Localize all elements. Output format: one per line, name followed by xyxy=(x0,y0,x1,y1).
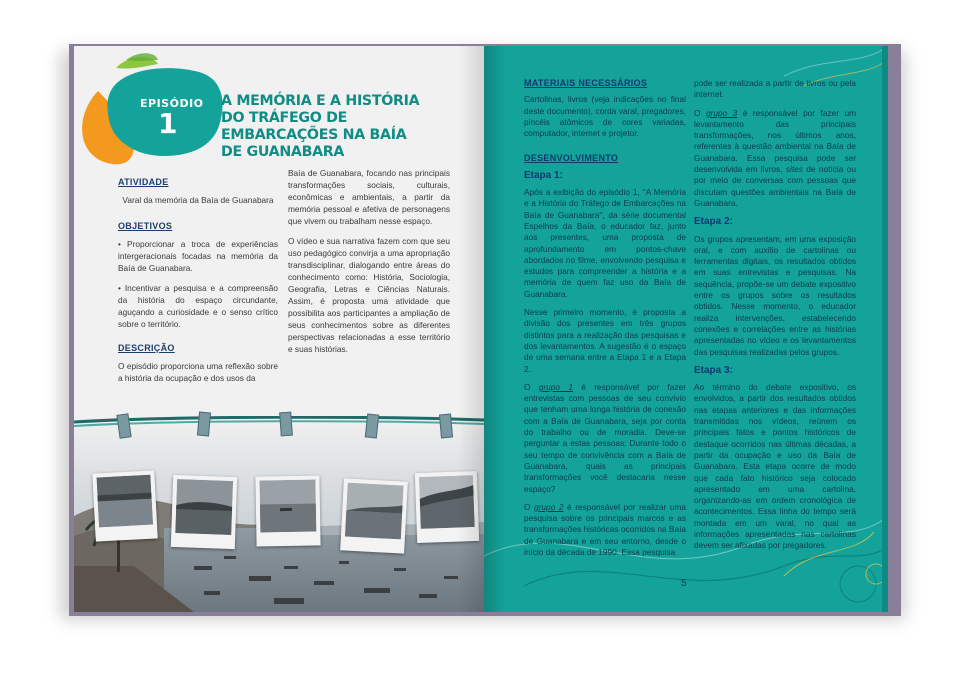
grupo2-label: grupo 2 xyxy=(534,501,564,512)
right-edge-strip xyxy=(882,46,888,612)
etapa2-paragraph: Os grupos apresentam, em uma exposição oral, e com auxílio de cartolinas ou ferramentas digitais, os resultados obtidos em suas entrevistas e pesquisas. Na sequência, propõe-se um debate expositivo entre os grupos sobre os resultados obtidos. Nesse momento, o educador realiza intervenções, estabelecendo conexões e correlações entre as histórias apresentadas no vídeo e os levantamentos das pesquisas realizadas pelos grupos. xyxy=(694,233,856,357)
polaroid-photo xyxy=(255,475,320,546)
right-column-1 xyxy=(524,78,686,565)
col2-paragraph: O vídeo e sua narrativa fazem com que seu uso pedagógico convirja a uma apropriação transdisciplinar, dialogando entre áreas do conhecimento como: História, Sociologia, Geografia, Letras e Ciências Naturais. Assim, é proposta uma atividade que possibilita aos participantes a ampliação de seus conhecimentos sobre as diferentes perspectivas relacionadas a esse território e suas histórias. xyxy=(288,236,450,354)
right-page xyxy=(484,46,888,612)
etapa-1-heading: Etapa 1: xyxy=(524,169,563,181)
materiais-text: Cartolinas, livros (veja indicações no final deste documento), corda varal, pregadores, pincéis atômicos de cores variadas, computador, internet e projetor. xyxy=(524,94,686,139)
desenvolvimento-heading: DESENVOLVIMENTO xyxy=(524,153,619,164)
etapa-3-heading: Etapa 3: xyxy=(694,364,733,376)
polaroid-photo xyxy=(171,475,237,549)
left-column-1 xyxy=(118,176,278,392)
left-column-2 xyxy=(288,167,450,363)
atividade-heading: ATIVIDADE xyxy=(118,177,169,187)
polaroid-photo xyxy=(340,478,408,553)
episode-label: EPISÓDIO xyxy=(140,97,204,110)
page-title: A MEMÓRIA E A HISTÓRIA DO TRÁFEGO DE EMBARCAÇÕES NA BAÍA DE GUANABARA xyxy=(221,93,420,160)
grupo3-label: grupo 3 xyxy=(705,107,738,118)
right-gutter-shadow xyxy=(484,46,506,612)
clothespin-icon xyxy=(279,412,293,437)
objetivo-item: • Incentivar a pesquisa e a compreensão da história do espaço circundante, aguçando a curiosidade e o senso crítico sobre o território. xyxy=(118,283,278,329)
descricao-heading: DESCRIÇÃO xyxy=(118,343,175,353)
etapa3-paragraph: Ao término do debate expositivo, os envolvidos, a partir dos resultados obtidos nas etapas anteriores e das informações transmitidas nos vídeos, reúnem os principais fatos e pontos históricos de destaque ocorridos nas últimas décadas, a partir da ocupação e uso da Baía de Guanabara. Esta etapa ocorre de modo que cada fato histórico seja colocado apresentado em uma cartolina, organizando-as em ordem cronológica de acontecimentos. Essa linha do tempo será montada em um varal, no qual as informações apresentadas nas cartolinas devem ser afixadas por pregadores. xyxy=(694,382,856,551)
clothespin-icon xyxy=(197,412,211,437)
atividade-text: Varal da memória da Baía de Guanabara xyxy=(122,195,274,205)
col2-paragraph: pode ser realizada a partir de livros ou pela internet. xyxy=(694,78,856,100)
col2-paragraph: Baía de Guanabara, focando nas principais transformações sociais, culturais, econômicas e ambientais, a partir da memória pessoal e afetiva de personagens que vivem ou trabalham nesse espaço. xyxy=(288,168,450,226)
clothespin-icon xyxy=(365,413,379,438)
etapa1-paragraph: Após a exibição do episódio 1, "A Memória e a História do Tráfego de Embarcações na Baía de Guanabara", da série documental Espelhos da Baía, o educador faz, junto aos presentes, uma proposta de aprofundamento em pontos-chave abordados no filme, envolvendo pesquisa e estudos para compreender a história e a memória de quem faz uso da Baía de Guanabara. xyxy=(524,187,686,299)
grupo2-paragraph: O grupo 2 é responsável por realizar uma pesquisa sobre os principais marcos e as transformações históricas ocorridos na Baía de Guanabara e em seu entorno, desde o início da década de 1990. Essa pesquisa xyxy=(524,501,687,557)
polaroid-photo xyxy=(92,470,157,541)
clothespin-icon xyxy=(439,414,453,439)
page-number: 5 xyxy=(681,578,687,589)
right-column-2 xyxy=(694,78,856,559)
descricao-text: O episódio proporciona uma reflexão sobre a história da ocupação e dos usos da xyxy=(118,361,278,383)
grupo3-paragraph: O grupo 3 é responsável por fazer um levantamento das principais transformações, nos últimos anos, referentes à questão ambiental na Baía de Guanabara. Essa pesquisa pode ser desenvolvida em livros, sites de notícia ou por meio de conversas com pessoas que discutam questões ambientais na Baía de Guanabara. xyxy=(694,107,856,208)
objetivos-heading: OBJETIVOS xyxy=(118,221,173,231)
clothesline-photo-area xyxy=(74,416,484,612)
etapa1-paragraph: Nesse primeiro momento, é proposta a divisão dos presentes em três grupos distintos para a realização das pesquisas e dos levantamentos. A sugestão é o espaço de uma semana entre a Etapa 1 e a Etapa 2. xyxy=(524,307,686,374)
left-gutter-shadow xyxy=(458,46,484,612)
episode-number: 1 xyxy=(158,107,178,140)
objetivo-item: • Proporcionar a troca de experiências intergeracionais focadas na memória da Baía de Guanabara. xyxy=(118,239,278,273)
left-page xyxy=(74,46,484,612)
materiais-heading: MATERIAIS NECESSÁRIOS xyxy=(524,78,648,88)
grupo1-label: grupo 1 xyxy=(538,381,573,392)
etapa-2-heading: Etapa 2: xyxy=(694,216,733,228)
grupo1-paragraph: O grupo 1 é responsável por fazer entrevistas com pessoas de seu convívio que tenham uma longa história de conexão com a Baía de Guanabara, seja por conta do trabalho ou de moradia. Deve-se perguntar a estas pessoas: Durante todo o seu tempo de convivência com a Baía de Guanabara, quais as principais transformações você destacaria nesse espaço? xyxy=(524,381,686,494)
